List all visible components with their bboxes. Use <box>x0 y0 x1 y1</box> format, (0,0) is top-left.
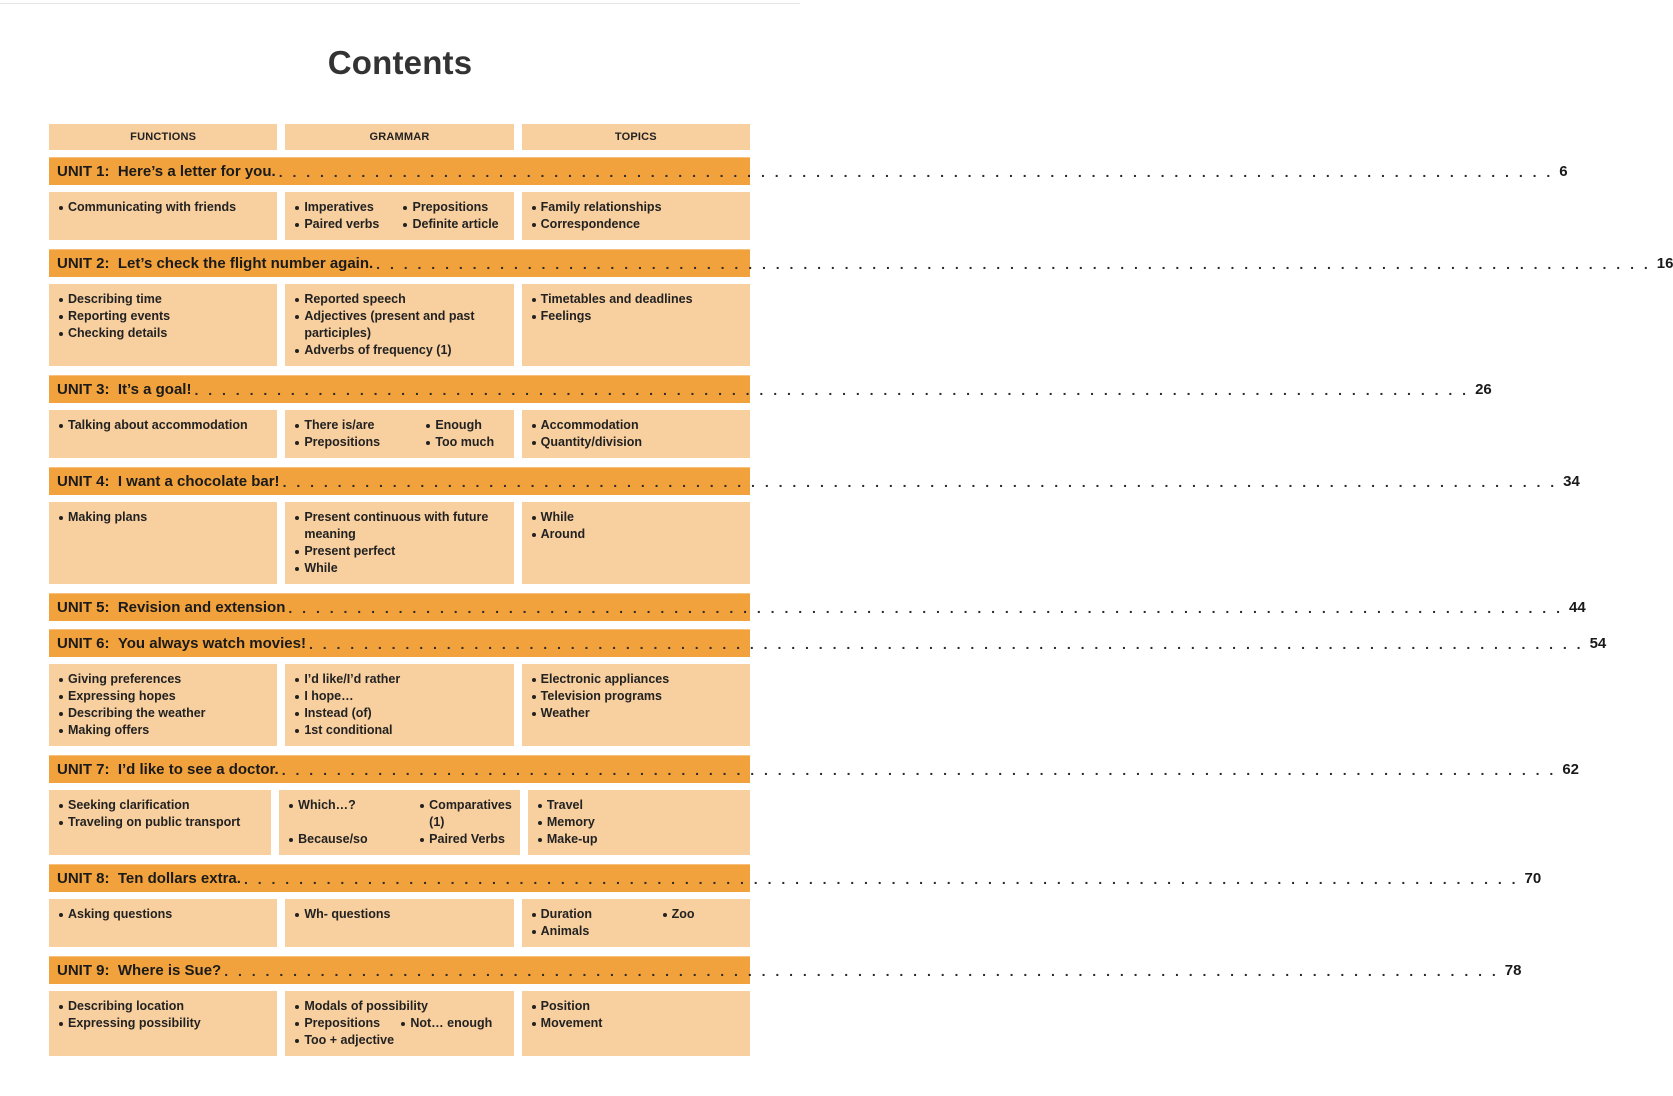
list-item: Enough <box>426 417 505 434</box>
bullet-list <box>532 509 742 543</box>
bullet-list <box>295 906 505 923</box>
page-number: 78 <box>1504 962 1522 979</box>
list-item: Prepositions <box>295 434 420 451</box>
unit-name: Here’s a letter for you. <box>117 163 276 180</box>
list-item: Giving preferences <box>59 671 269 688</box>
bullet-list <box>538 797 742 848</box>
list-item: Comparatives (1) <box>420 797 512 831</box>
unit-4-heading[interactable] <box>49 467 1580 495</box>
functions-cell <box>49 284 277 366</box>
page-number: 34 <box>1563 473 1580 490</box>
unit-label: UNIT 9: <box>57 962 110 979</box>
unit-1-details <box>49 192 750 240</box>
bullet-list <box>59 199 269 216</box>
bullet-list <box>59 291 269 342</box>
unit-name: Where is Sue? <box>117 962 222 979</box>
list-item: Present continuous with future meaning <box>295 509 505 543</box>
unit-7-details <box>49 790 750 855</box>
leader-dots: . . . . . . . . . . . . . . . . . . . . . . . . . . . . . . . . . . . . . . . . . . . . . . . . . . . . . . . . . . . . . . . . . . . . . . . . . . . . . . . . . . . . . . . . . . . . . <box>278 163 1554 180</box>
leader-dots: . . . . . . . . . . . . . . . . . . . . . . . . . . . . . . . . . . . . . . . . . . . . . . . . . . . . . . . . . . . . . . . . . . . . . . . . . . . . . . . . . . . . . . . . . . . . . <box>224 962 1499 979</box>
list-item: Feelings <box>532 308 742 325</box>
unit-name: Ten dollars extra. <box>117 870 241 887</box>
functions-cell <box>49 192 277 240</box>
bullet-list <box>59 417 269 434</box>
list-item: There is/are <box>295 417 420 434</box>
grammar-cell <box>279 790 520 855</box>
unit-label: UNIT 7: <box>57 761 110 778</box>
list-item: Quantity/division <box>532 434 742 451</box>
unit-7-heading[interactable] <box>49 755 1580 783</box>
list-item: Too much <box>426 434 505 451</box>
list-item: Seeking clarification <box>59 797 263 814</box>
list-item: Family relationships <box>532 199 742 216</box>
bullet-list <box>59 797 263 831</box>
leader-dots: . . . . . . . . . . . . . . . . . . . . . . . . . . . . . . . . . . . . . . . . . . . . . . . . . . . . . . . . . . . . . . . . . . . . . . . . . . . . . . . . . . . . . . . . . . . . . <box>281 761 1557 778</box>
list-item: Wh- questions <box>295 906 505 923</box>
unit-3-heading[interactable] <box>49 375 1492 403</box>
leader-dots: . . . . . . . . . . . . . . . . . . . . . . . . . . . . . . . . . . . . . . . . . . . . . . . . . . . . . . . . . . . . . . . . . . . . . . . . . . . . . . . . . . . . . . . . . . . . . <box>288 599 1563 616</box>
list-item: Correspondence <box>532 216 742 233</box>
unit-label: UNIT 3: <box>57 381 110 398</box>
topics-cell <box>522 899 750 947</box>
list-item: Prepositions <box>403 199 505 216</box>
list-item: Making plans <box>59 509 269 526</box>
units-list <box>49 157 1673 1056</box>
unit-label: UNIT 6: <box>57 635 110 652</box>
unit-6-details <box>49 664 750 746</box>
unit-9-details <box>49 991 750 1056</box>
unit-label: UNIT 2: <box>57 255 110 272</box>
bullet-list <box>59 906 269 923</box>
topics-cell <box>522 410 750 458</box>
list-item: Make-up <box>538 831 742 848</box>
list-item: Reporting events <box>59 308 269 325</box>
topics-cell <box>522 502 750 584</box>
list-item: Adverbs of frequency (1) <box>295 342 505 359</box>
list-item: Reported speech <box>295 291 505 308</box>
functions-cell <box>49 899 277 947</box>
unit-name: I’d like to see a doctor. <box>117 761 279 778</box>
list-item: Checking details <box>59 325 269 342</box>
top-divider <box>0 3 800 4</box>
bullet-list <box>59 998 269 1032</box>
grammar-cell <box>285 284 513 366</box>
leader-dots: . . . . . . . . . . . . . . . . . . . . . . . . . . . . . . . . . . . . . . . . . . . . . . . . . . . . . . . . . . . . . . . . . . . . . . . . . . . . . . . . . . . . . . . . . . . . . <box>308 635 1584 652</box>
topics-cell <box>528 790 750 855</box>
grammar-cell <box>285 410 513 458</box>
header-grammar: GRAMMAR <box>285 124 513 150</box>
list-item: Too + adjective <box>295 1032 505 1049</box>
list-item: Movement <box>532 1015 742 1032</box>
grammar-cell <box>285 192 513 240</box>
unit-1-heading[interactable] <box>49 157 1568 185</box>
list-item: Imperatives <box>295 199 397 216</box>
list-item: Expressing hopes <box>59 688 269 705</box>
unit-name: Let’s check the flight number again. <box>117 255 374 272</box>
unit-name: You always watch movies! <box>117 635 306 652</box>
list-item: I’d like/I’d rather <box>295 671 505 688</box>
list-item: Not… enough <box>401 1015 505 1032</box>
bullet-list <box>532 906 742 940</box>
topics-cell <box>522 991 750 1056</box>
list-item: Television programs <box>532 688 742 705</box>
bullet-list <box>295 509 505 577</box>
unit-6-heading[interactable] <box>49 629 1607 657</box>
list-item: Describing time <box>59 291 269 308</box>
contents-table <box>49 124 1673 1065</box>
list-item: Adjectives (present and past participles) <box>295 308 505 342</box>
functions-cell <box>49 991 277 1056</box>
header-topics: TOPICS <box>522 124 750 150</box>
list-item: Present perfect <box>295 543 505 560</box>
list-item: Describing location <box>59 998 269 1015</box>
leader-dots: . . . . . . . . . . . . . . . . . . . . . . . . . . . . . . . . . . . . . . . . . . . . . . . . . . . . . . . . . . . . . . . . . . . . . . . . . . . . . . . . . . . . . . . . . . . . . <box>243 870 1519 887</box>
list-item: Paired Verbs <box>420 831 512 848</box>
list-item: Position <box>532 998 742 1015</box>
grammar-cell <box>285 502 513 584</box>
list-item: Timetables and deadlines <box>532 291 742 308</box>
list-item: Traveling on public transport <box>59 814 263 831</box>
page-number: 70 <box>1524 870 1542 887</box>
header-functions: FUNCTIONS <box>49 124 277 150</box>
bullet-list <box>59 509 269 526</box>
list-item: Instead (of) <box>295 705 505 722</box>
page-number: 44 <box>1568 599 1586 616</box>
list-item: Making offers <box>59 722 269 739</box>
bullet-list <box>295 199 505 233</box>
list-item: I hope… <box>295 688 505 705</box>
bullet-list <box>532 671 742 722</box>
bullet-list <box>289 797 512 848</box>
page-number: 26 <box>1475 381 1492 398</box>
bullet-list <box>59 671 269 739</box>
bullet-list <box>295 291 505 359</box>
unit-4-details <box>49 502 750 584</box>
page-title: Contents <box>327 44 473 81</box>
page-number: 54 <box>1589 635 1607 652</box>
unit-name: Revision and extension <box>117 599 286 616</box>
unit-label: UNIT 4: <box>57 473 110 490</box>
list-item: 1st conditional <box>295 722 505 739</box>
list-item: Prepositions <box>295 1015 395 1032</box>
page-number: 6 <box>1559 163 1568 180</box>
functions-cell <box>49 410 277 458</box>
list-item: Duration <box>532 906 657 923</box>
unit-label: UNIT 1: <box>57 163 110 180</box>
list-item: Electronic appliances <box>532 671 742 688</box>
unit-8-heading[interactable] <box>49 864 1542 892</box>
list-item: Memory <box>538 814 742 831</box>
bullet-list <box>532 417 742 451</box>
list-item: Weather <box>532 705 742 722</box>
grammar-cell <box>285 899 513 947</box>
leader-dots: . . . . . . . . . . . . . . . . . . . . . . . . . . . . . . . . . . . . . . . . . . . . . . . . . . . . . . . . . . . . . . . . . . . . . . . . . . . . . . . . . . . . . . . . . . . . . <box>282 473 1558 490</box>
list-item: Which…? <box>289 797 414 831</box>
bullet-list <box>532 998 742 1032</box>
list-item: Because/so <box>289 831 414 848</box>
list-item: Paired verbs <box>295 216 397 233</box>
bullet-list <box>532 199 742 233</box>
unit-name: I want a chocolate bar! <box>117 473 280 490</box>
unit-2-heading[interactable] <box>49 249 1673 277</box>
bullet-list <box>295 998 505 1049</box>
unit-name: It’s a goal! <box>117 381 192 398</box>
grammar-cell <box>285 664 513 746</box>
functions-cell <box>49 664 277 746</box>
leader-dots: . . . . . . . . . . . . . . . . . . . . . . . . . . . . . . . . . . . . . . . . . . . . . . . . . . . . . . . . . . . . . . . . . . . . . . . . . . . . . . . . . . . . . . . . . . . . . <box>376 255 1651 272</box>
list-item: Definite article <box>403 216 505 233</box>
list-item: Describing the weather <box>59 705 269 722</box>
unit-5-heading[interactable] <box>49 593 1586 621</box>
unit-9-heading[interactable] <box>49 956 1522 984</box>
topics-cell <box>522 284 750 366</box>
unit-3-details <box>49 410 750 458</box>
list-item: Talking about accommodation <box>59 417 269 434</box>
list-item: Expressing possibility <box>59 1015 269 1032</box>
leader-dots: . . . . . . . . . . . . . . . . . . . . . . . . . . . . . . . . . . . . . . . . . . . . . . . . . . . . . . . . . . . . . . . . . . . . . . . . . . . . . . . . . . . . . . . . . . . . . <box>194 381 1470 398</box>
grammar-cell <box>285 991 513 1056</box>
list-item: Travel <box>538 797 742 814</box>
unit-2-details <box>49 284 750 366</box>
list-item: Communicating with friends <box>59 199 269 216</box>
functions-cell <box>49 502 277 584</box>
bullet-list <box>295 671 505 739</box>
page-number: 62 <box>1562 761 1580 778</box>
topics-cell <box>522 192 750 240</box>
unit-8-details <box>49 899 750 947</box>
page-number: 16 <box>1656 255 1673 272</box>
list-item: While <box>532 509 742 526</box>
bullet-list <box>532 291 742 325</box>
list-item: Around <box>532 526 742 543</box>
unit-label: UNIT 5: <box>57 599 110 616</box>
topics-cell <box>522 664 750 746</box>
functions-cell <box>49 790 271 855</box>
list-item: Zoo <box>663 906 742 923</box>
unit-label: UNIT 8: <box>57 870 110 887</box>
column-headers <box>49 124 750 150</box>
list-item: Accommodation <box>532 417 742 434</box>
bullet-list <box>295 417 505 451</box>
list-item: Asking questions <box>59 906 269 923</box>
list-item: While <box>295 560 505 577</box>
list-item: Modals of possibility <box>295 998 505 1015</box>
list-item: Animals <box>532 923 657 940</box>
